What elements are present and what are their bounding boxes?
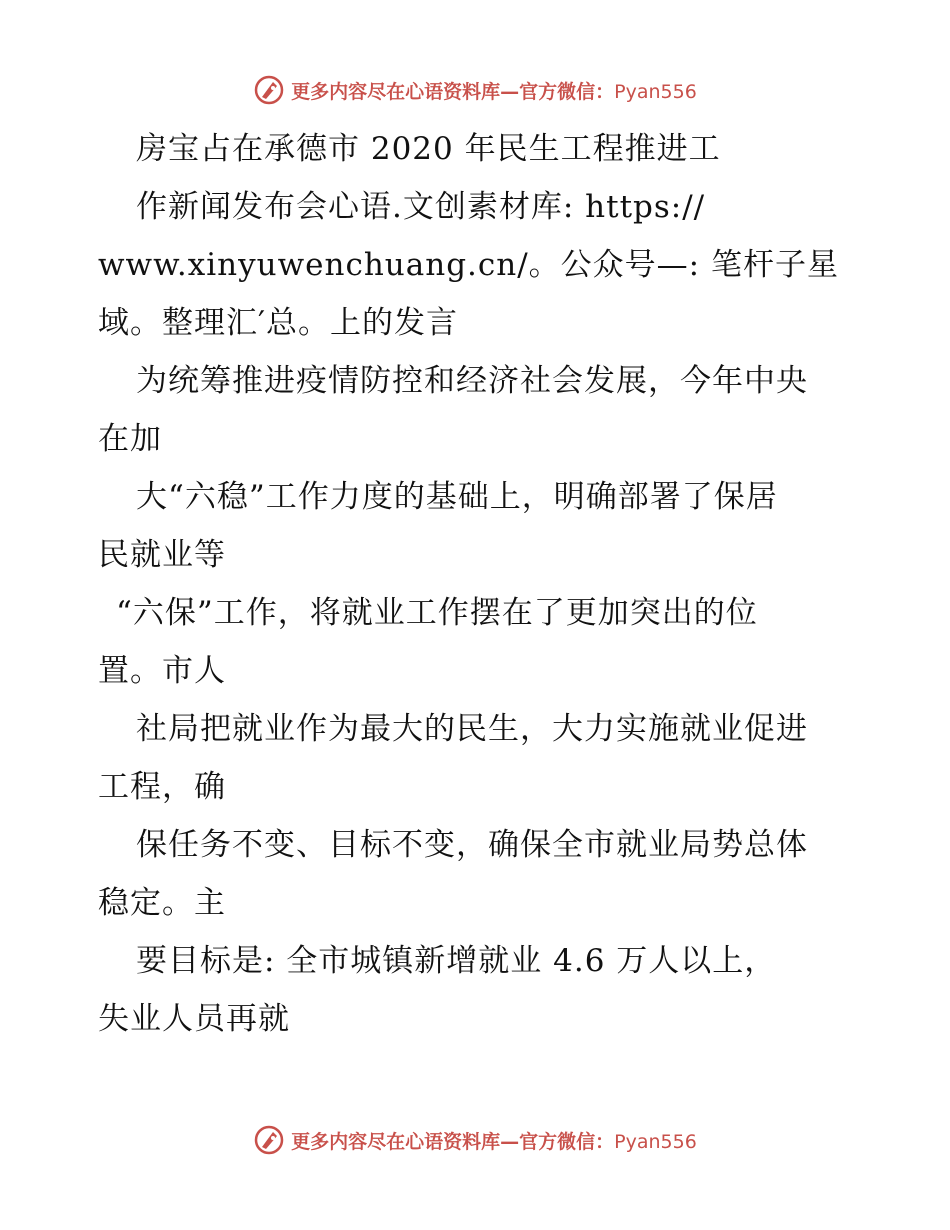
text-line: 社局把就业作为最大的民生，大力实施就业促进 xyxy=(136,711,808,747)
banner-wechat-id: Pyan556 xyxy=(614,1130,697,1153)
text-line: 民就业等 xyxy=(98,537,226,573)
text-line: 房宝占在承德市 2020 年民生工程推进工 xyxy=(136,131,721,167)
text-line: www.xinyuwenchuang.cn/。公众号—: 笔杆子星 xyxy=(98,247,839,283)
banner-wechat-id: Pyan556 xyxy=(614,80,697,103)
text-line: 大“六稳”工作力度的基础上，明确部署了保居 xyxy=(136,479,778,515)
text-line: 保任务不变、目标不变，确保全市就业局势总体 xyxy=(136,827,808,863)
text-line: 稳定。主 xyxy=(98,885,226,921)
pen-nib-logo-icon xyxy=(253,74,285,106)
text-line: 失业人员再就 xyxy=(98,1001,290,1037)
text-line: 要目标是: 全市城镇新增就业 4.6 万人以上， xyxy=(136,943,777,979)
text-line: 作新闻发布会心语.文创素材库: https:// xyxy=(136,189,706,225)
pen-nib-logo-icon xyxy=(253,1124,285,1156)
header-banner xyxy=(0,70,950,110)
text-line: 在加 xyxy=(98,421,162,457)
banner-text xyxy=(291,1127,697,1154)
footer-banner xyxy=(0,1120,950,1160)
text-line: 域。整理汇′总。上的发言 xyxy=(98,305,459,341)
banner-label: 更多内容尽在心语资料库—官方微信： xyxy=(291,1130,615,1153)
document-body xyxy=(98,120,858,1048)
text-line: 置。市人 xyxy=(98,653,226,689)
text-line: 为统筹推进疫情防控和经济社会发展，今年中央 xyxy=(136,363,808,399)
banner-label: 更多内容尽在心语资料库—官方微信： xyxy=(291,80,615,103)
text-line: “六保”工作，将就业工作摆在了更加突出的位 xyxy=(116,595,758,631)
banner-text xyxy=(291,77,697,104)
text-line: 工程，确 xyxy=(98,769,226,805)
